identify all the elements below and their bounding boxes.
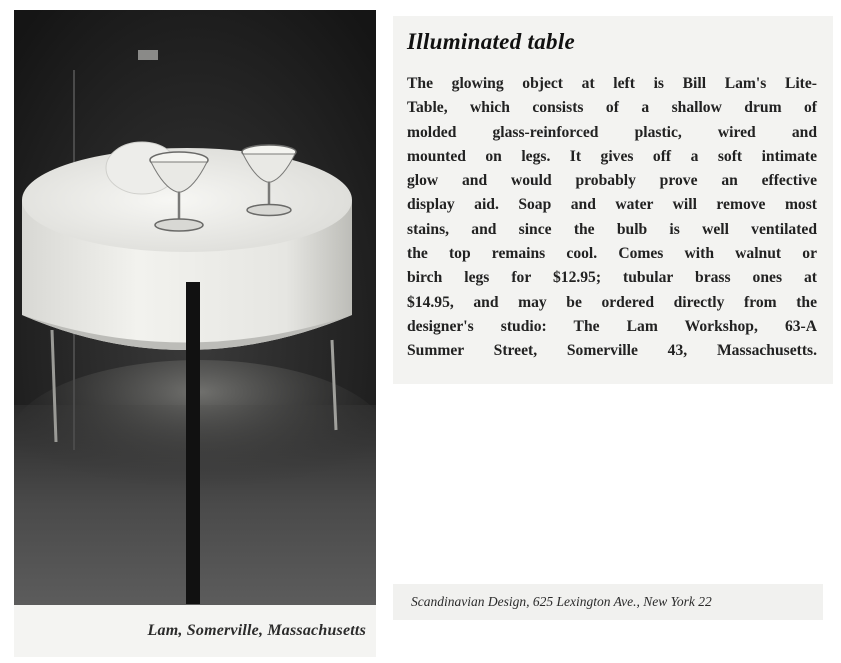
article-title: Illuminated table bbox=[407, 29, 576, 54]
article-line: birch legs for $12.95; tubular brass ones at bbox=[407, 269, 817, 287]
table-photograph bbox=[14, 10, 376, 605]
article-line: $14.95, and may be ordered directly from the bbox=[407, 293, 817, 311]
article-line: mounted on legs. It gives off a soft intimate bbox=[407, 147, 817, 165]
article-line: designer's studio: The Lam Workshop, 63-A bbox=[407, 317, 817, 335]
article-body bbox=[407, 72, 817, 364]
source-credit: Scandinavian Design, 625 Lexington Ave., New York 22 bbox=[393, 584, 823, 620]
article-panel bbox=[393, 16, 833, 384]
photo-panel bbox=[14, 10, 376, 657]
article-line: glow and would probably prove an effective bbox=[407, 172, 817, 190]
article-line: The glowing object at left is Bill Lam's Lite- bbox=[407, 75, 817, 92]
table-photo-illustration bbox=[14, 10, 376, 605]
table-leg-front bbox=[186, 282, 200, 604]
article-line: molded glass-reinforced plastic, wired and bbox=[407, 123, 817, 141]
wall-fixture bbox=[138, 50, 158, 60]
article-line: Table, which consists of a shallow drum of bbox=[407, 99, 817, 117]
article-line: stains, and since the bulb is well ventilated bbox=[407, 220, 817, 238]
photo-caption: Lam, Somerville, Massachusetts bbox=[14, 608, 376, 654]
article-line: display aid. Soap and water will remove most bbox=[407, 196, 817, 214]
article-line: Summer Street, Somerville 43, Massachusetts. bbox=[407, 342, 817, 360]
article-line: the top remains cool. Comes with walnut or bbox=[407, 245, 817, 263]
